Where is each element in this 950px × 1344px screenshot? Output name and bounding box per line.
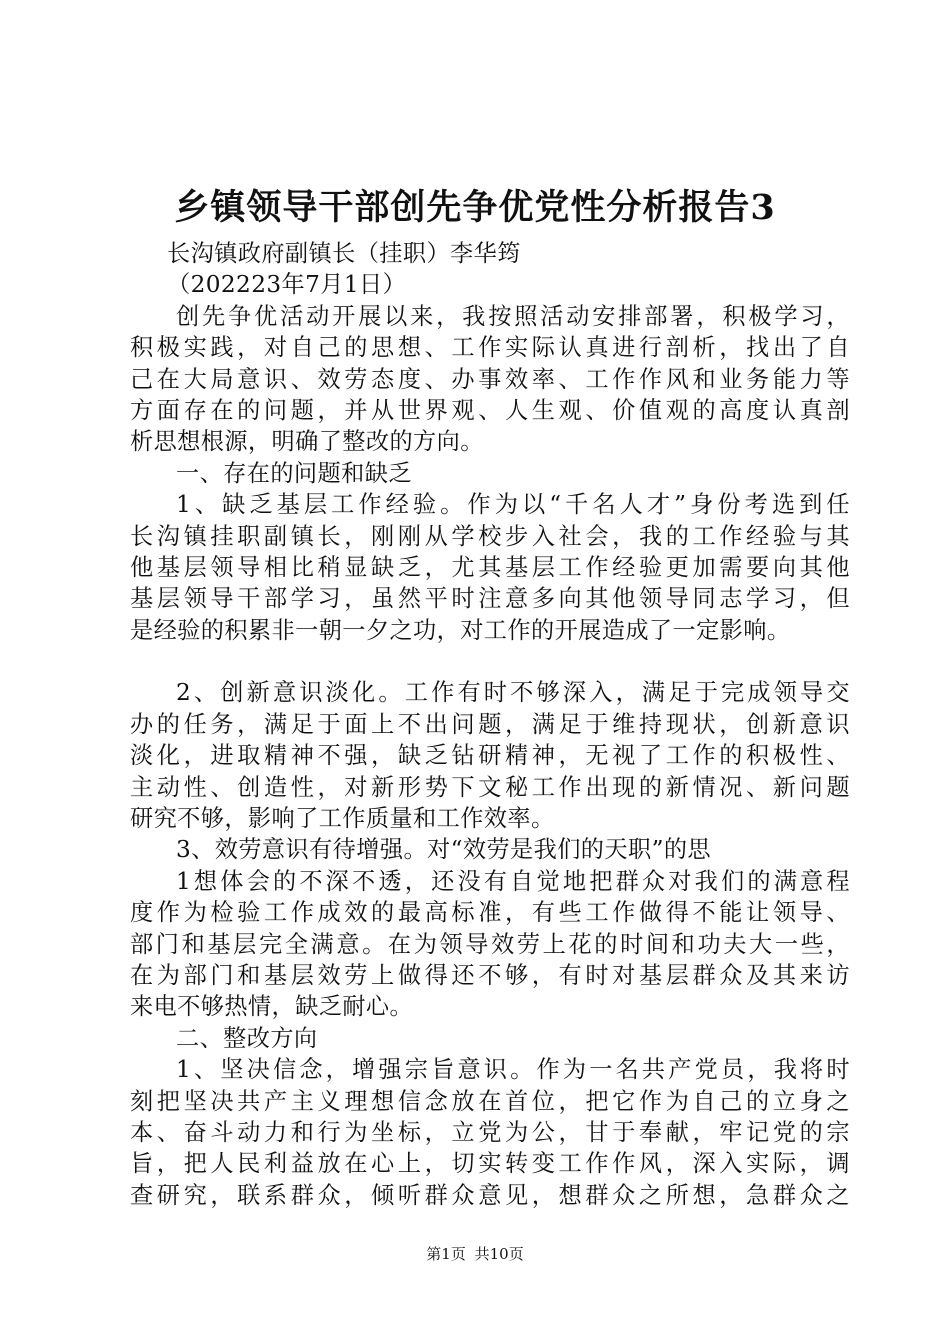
section-heading: 一、存在的问题和缺乏 [176, 459, 412, 487]
paragraph-line: 刻把坚决共产主义理想信念放在首位，把它作为自己的立身之 [130, 1087, 850, 1115]
paragraph-line: 积极实践，对自己的思想、工作实际认真进行剖析，找出了自 [130, 334, 850, 362]
section-heading: 二、整改方向 [176, 1024, 318, 1052]
paragraph-line: 部门和基层完全满意。在为领导效劳上花的时间和功夫大一些， [130, 930, 850, 958]
paragraph-line: 本、奋斗动力和行为坐标，立党为公，甘于奉献，牢记党的宗 [130, 1118, 850, 1146]
paragraph-line: 3、效劳意识有待增强。对“效劳是我们的天职”的思 [176, 836, 711, 864]
paragraph-line: 旨，把人民利益放在心上，切实转变工作作风，深入实际，调 [130, 1150, 850, 1178]
paragraph-line: 是经验的积累非一朝一夕之功，对工作的开展造成了一定影响。 [130, 616, 791, 644]
page-total: 共10页 [474, 1245, 524, 1263]
paragraph-gap [130, 646, 850, 677]
paragraph-line: 己在大局意识、效劳态度、办事效率、工作作风和业务能力等 [130, 365, 850, 393]
date-line: （202223年7月1日） [167, 271, 407, 299]
paragraph-line: 办的任务，满足于面上不出问题，满足于维持现状，创新意识 [130, 710, 850, 738]
paragraph-line: 淡化，进取精神不强，缺乏钻研精神，无视了工作的积极性、 [130, 742, 850, 770]
page-number: 第1页 [426, 1245, 466, 1263]
author-line: 长沟镇政府副镇长（挂职）李华筠 [167, 240, 521, 267]
paragraph-line: 1、坚决信念，增强宗旨意识。作为一名共产党员，我将时 [176, 1056, 850, 1084]
paragraph-line: 在为部门和基层效劳上做得还不够，有时对基层群众及其来访 [130, 961, 850, 989]
paragraph-line: 1想体会的不深不透，还没有自觉地把群众对我们的满意程 [176, 867, 850, 895]
paragraph-line: 来电不够热情，缺乏耐心。 [130, 993, 414, 1021]
paragraph-line: 析思想根源，明确了整改的方向。 [130, 428, 484, 456]
page-footer [0, 1244, 950, 1264]
paragraph-line: 研究不够，影响了工作质量和工作效率。 [130, 805, 555, 833]
paragraph-line: 他基层领导相比稍显缺乏，尤其基层工作经验更加需要向其他 [130, 553, 850, 581]
paragraph-line: 2、创新意识淡化。工作有时不够深入，满足于完成领导交 [176, 679, 850, 707]
paragraph-line: 1、缺乏基层工作经验。作为以“千名人才”身份考选到任 [176, 491, 850, 519]
paragraph-line: 基层领导干部学习，虽然平时注意多向其他领导同志学习，但 [130, 585, 850, 613]
paragraph-line: 查研究，联系群众，倾听群众意见，想群众之所想，急群众之 [130, 1181, 850, 1209]
paragraph-line: 度作为检验工作成效的最高标准，有些工作做得不能让领导、 [130, 899, 850, 927]
paragraph-line: 方面存在的问题，并从世界观、人生观、价值观的高度认真剖 [130, 396, 850, 424]
document-title: 乡镇领导干部创先争优党性分析报告3 [174, 187, 776, 228]
paragraph-line: 创先争优活动开展以来，我按照活动安排部署，积极学习， [176, 302, 850, 330]
paragraph-line: 长沟镇挂职副镇长，刚刚从学校步入社会，我的工作经验与其 [130, 522, 850, 550]
paragraph-line: 主动性、创造性，对新形势下文秘工作出现的新情况、新问题 [130, 773, 850, 801]
document-body [130, 238, 850, 1211]
